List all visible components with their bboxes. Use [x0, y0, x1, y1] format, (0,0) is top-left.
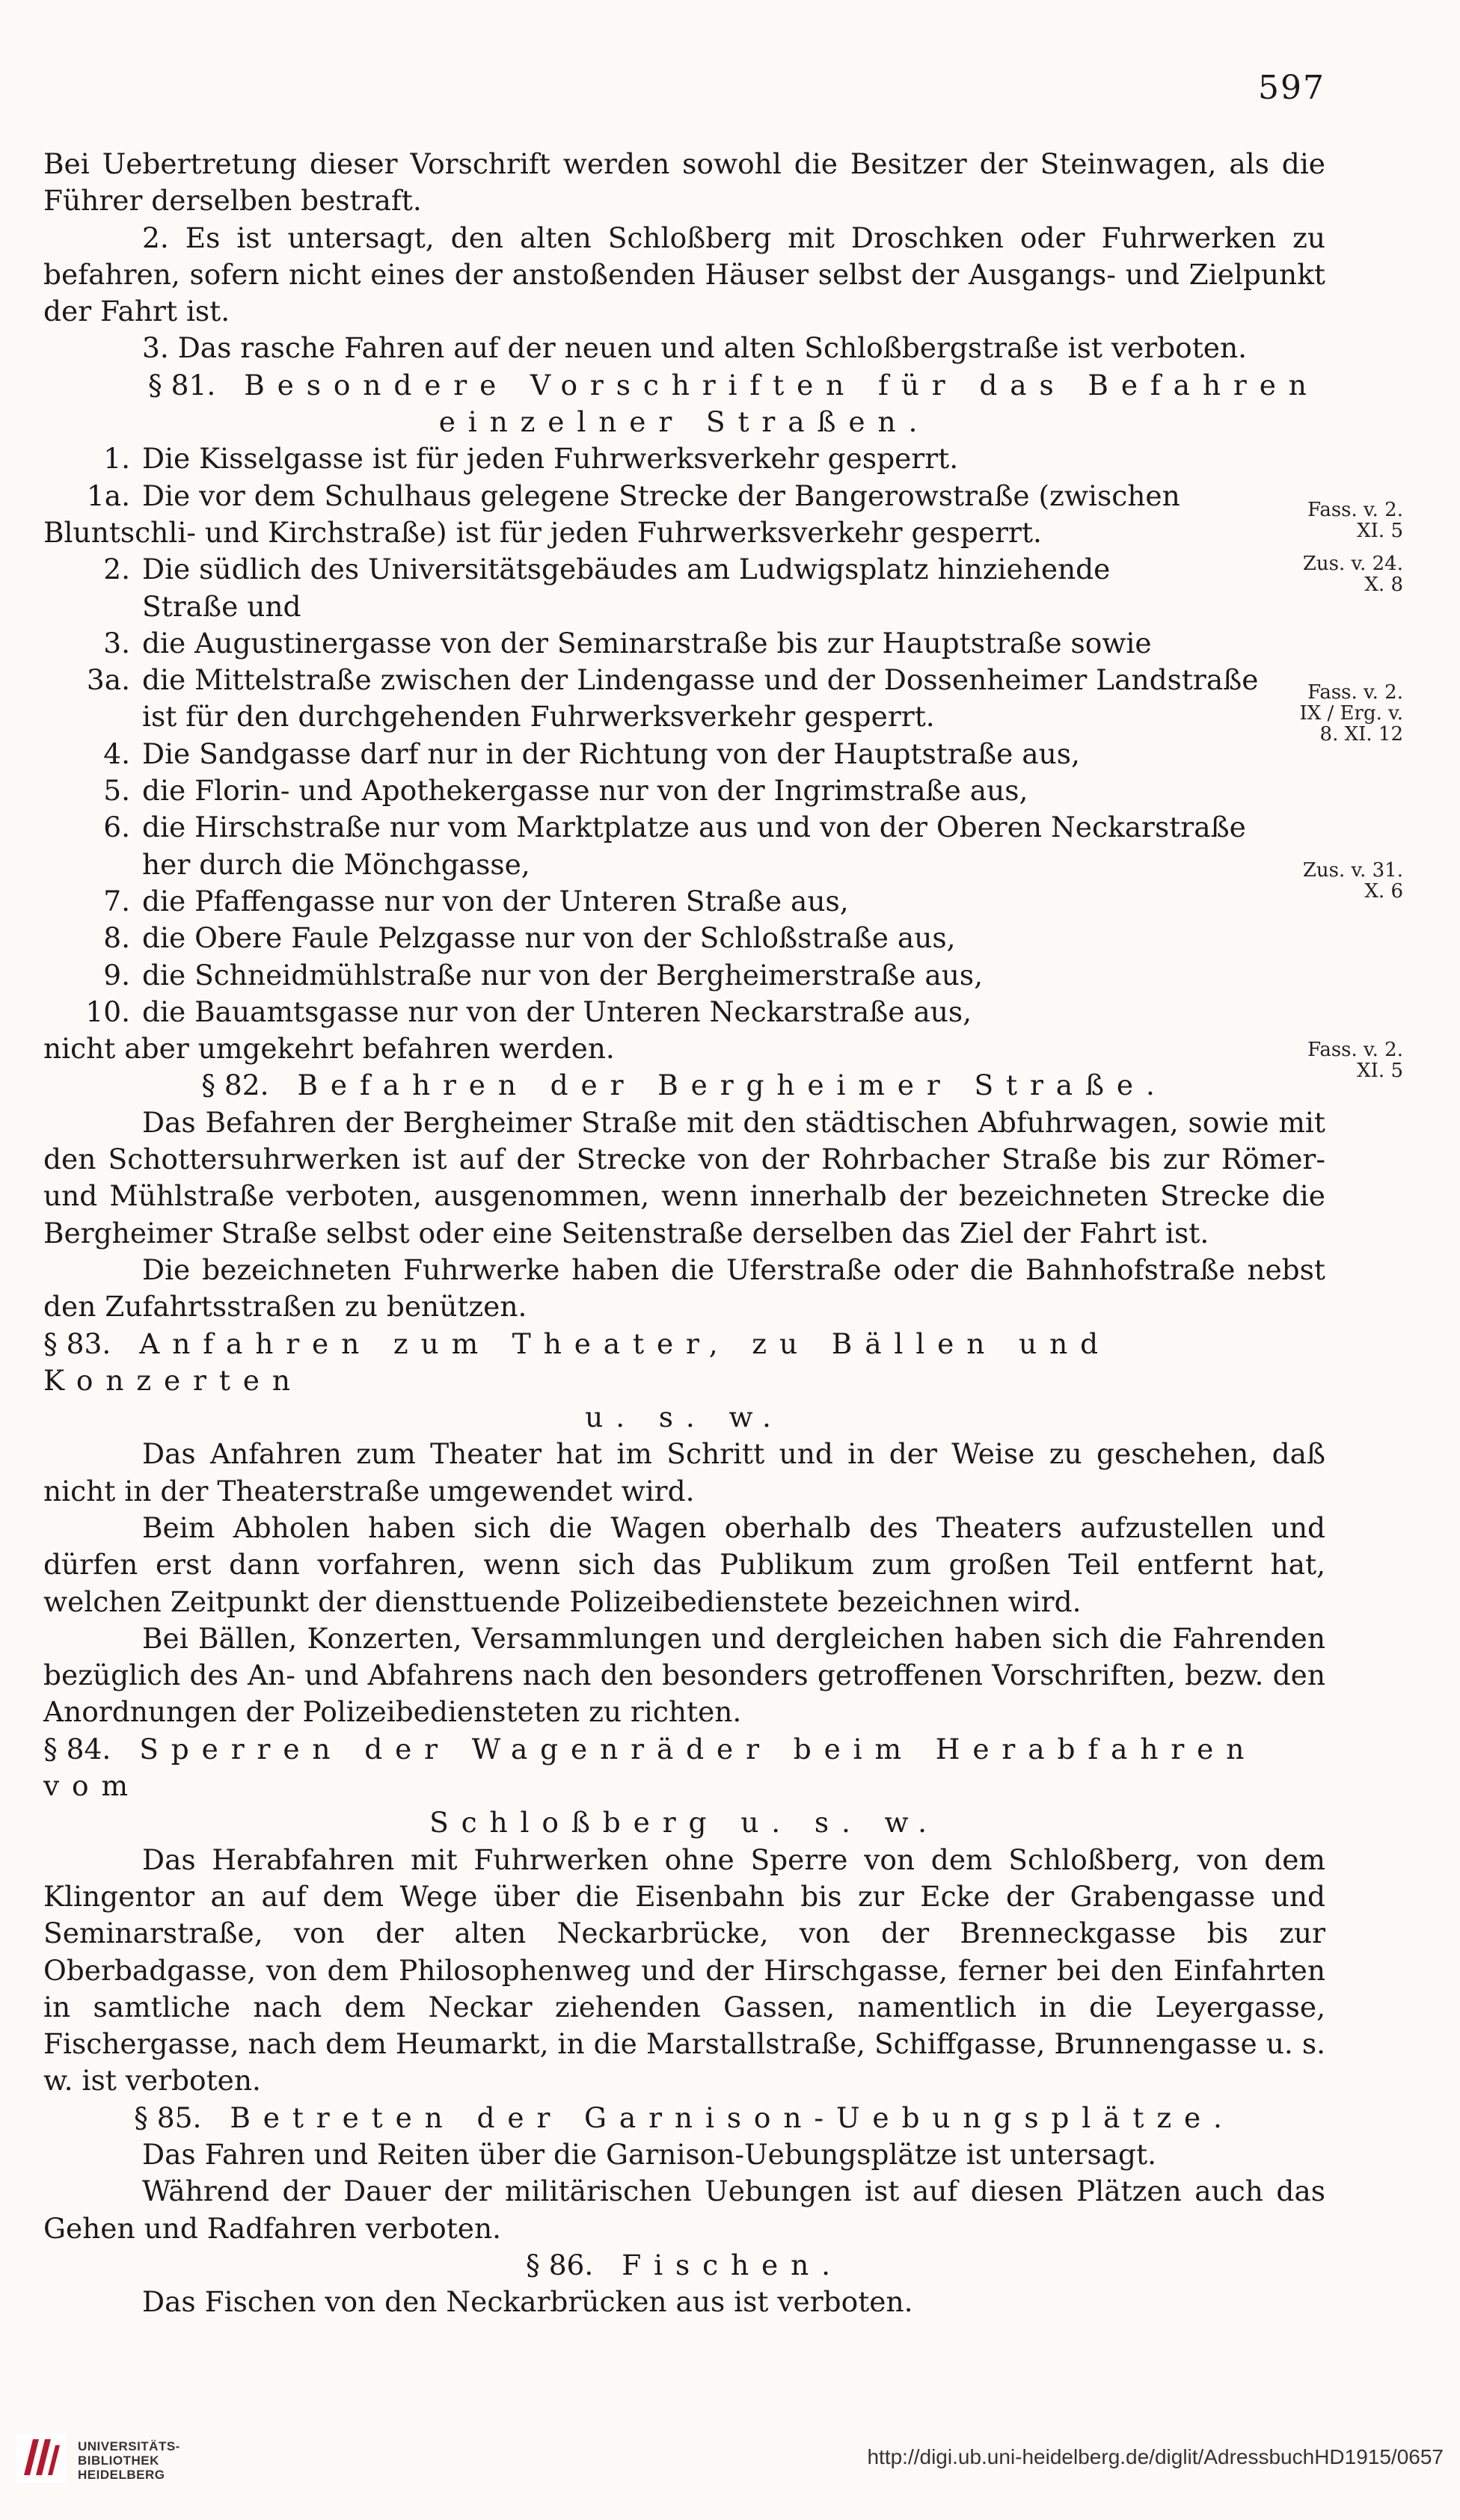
section-heading-81: [43, 367, 1325, 404]
list-item: 4. Die Sandgasse darf nur in der Richtung von der Hauptstraße aus,: [103, 737, 1080, 770]
section-number: § 83.: [43, 1327, 111, 1360]
section-number: § 82.: [201, 1069, 269, 1102]
list-item: 10. die Bauamtsgasse nur von der Unteren Neckarstraße aus, nicht aber umgekehrt befahren werden.: [43, 995, 972, 1066]
list-item: 3. die Augustinergasse von der Seminarstraße bis zur Hauptstraße sowie: [103, 626, 1152, 660]
margin-note: Fass. v. 2. IX / Erg. v. 8. XI. 12: [1299, 681, 1403, 746]
section-number: § 86.: [526, 2248, 594, 2281]
margin-note: Fass. v. 2. XI. 5: [1307, 1039, 1403, 1082]
list-item: 1a. Die vor dem Schulhaus gelegene Strecke der Bangerowstraße (zwischen Bluntschli- und Kirchstraße) ist für jeden Fuhrwerksverkehr gesperrt.: [43, 479, 1180, 549]
section-heading-82: [43, 1067, 1325, 1104]
list-item: 3a. die Mittelstraße zwischen der Lindengasse und der Dossenheimer Landstraße ist für den durchgehenden Fuhrwerksverkehr gesperrt.: [86, 663, 1259, 734]
section-number: § 85.: [134, 2100, 202, 2134]
paragraph: Die bezeichneten Fuhrwerke haben die Uferstraße oder die Bahnhofstraße nebst den Zufahrtsstraßen zu benützen.: [43, 1253, 1325, 1324]
section-title: Besondere Vorschriften für das Befahren: [244, 368, 1319, 402]
section-title-cont: einzelner Straßen.: [438, 405, 930, 439]
section-title: Fischen.: [622, 2248, 843, 2281]
paragraph: Das Herabfahren mit Fuhrwerken ohne Sperre von dem Schloßberg, von dem Klingentor an auf dem Wege über die Eisenbahn bis zur Ecke der Grabengasse und Seminarstraße, von der alten Neckarbrücke, von der Brenneckgasse bis zur Oberbadgasse, von dem Philosophenweg und der Hirschgasse, ferner bei den Einfahrten in samtliche nach dem Neckar ziehenden Gassen, namentlich in die Leyergasse, Fischergasse, nach dem Heumarkt, in die Marstallstraße, Schiffgasse, Brunnengasse u. s. w. ist verboten.: [43, 1843, 1325, 2098]
list-item: 7. die Pfaffengasse nur von der Unteren Straße aus,: [103, 884, 849, 918]
paragraph: Das Anfahren zum Theater hat im Schritt und in der Weise zu geschehen, daß nicht in der Theaterstraße umgewendet wird.: [43, 1437, 1325, 1508]
paragraph: Bei Uebertretung dieser Vorschrift werden sowohl die Besitzer der Steinwagen, als die Führer derselben bestraft.: [43, 147, 1325, 218]
list-item: 1. Die Kisselgasse ist für jeden Fuhrwerksverkehr gesperrt.: [103, 442, 959, 476]
university-library-logo-icon: [16, 2433, 66, 2483]
section-title-cont: Schloßberg u. s. w.: [429, 1806, 939, 1840]
list-item: 6. die Hirschstraße nur vom Marktplatze aus und von der Oberen Neckarstraße her durch die Mönchgasse,: [103, 811, 1246, 881]
section-heading-85: [43, 2100, 1325, 2136]
section-heading-84: [43, 1731, 1325, 1805]
logo-text: UNIVERSITÄTS- BIBLIOTHEK HEIDELBERG: [78, 2439, 180, 2482]
section-heading-83: [43, 1326, 1325, 1400]
section-title-cont: u. s. w.: [585, 1401, 784, 1434]
paragraph: Während der Dauer der militärischen Uebungen ist auf diesen Plätzen auch das Gehen und Radfahren verboten.: [43, 2175, 1325, 2245]
paragraph: Das Fahren und Reiten über die Garnison-Uebungsplätze ist untersagt.: [142, 2138, 1157, 2172]
margin-note: Fass. v. 2. XI. 5: [1307, 499, 1403, 542]
footer: [0, 2423, 1460, 2520]
section-title: Betreten der Garnison-Uebungsplätze.: [230, 2100, 1235, 2134]
paragraph: Das Befahren der Bergheimer Straße mit den städtischen Abfuhrwagen, sowie mit den Schottersuhrwerken ist auf der Strecke von der Rohrbacher Straße bis zur Römer- und Mühlstraße verboten, ausgenommen, wenn innerhalb der bezeichneten Strecke die Bergheimer Straße selbst oder eine Seitenstraße derselben das Ziel der Fahrt ist.: [43, 1105, 1325, 1250]
section-title: Befahren der Bergheimer Straße.: [297, 1069, 1168, 1102]
paragraph: Bei Bällen, Konzerten, Versammlungen und dergleichen haben sich die Fahrenden bezüglich des An- und Abfahrens nach den besonders getroffenen Vorschriften, bezw. den Anordnungen der Polizeibediensteten zu richten.: [43, 1621, 1325, 1729]
paragraph: Beim Abholen haben sich die Wagen oberhalb des Theaters aufzustellen und dürfen erst dann vorfahren, wenn sich das Publikum zum großen Teil entfernt hat, welchen Zeitpunkt der diensttuende Polizeibedienstete bezeichnen wird.: [43, 1511, 1325, 1618]
margin-note: Zus. v. 24. X. 8: [1302, 553, 1403, 596]
source-url[interactable]: http://digi.ub.uni-heidelberg.de/diglit/AdressbuchHD1915/0657: [867, 2445, 1444, 2468]
section-title: Anfahren zum Theater, zu Bällen und Konzerten: [43, 1327, 1111, 1397]
list-item: 9. die Schneidmühlstraße nur von der Bergheimerstraße aus,: [103, 958, 984, 992]
list-item: 8. die Obere Faule Pelzgasse nur von der Schloßstraße aus,: [103, 921, 956, 955]
section-number: § 81.: [148, 368, 216, 402]
margin-note: Zus. v. 31. X. 6: [1302, 859, 1403, 903]
list-item: 2. Die südlich des Universitätsgebäudes am Ludwigsplatz hinziehende Straße und: [103, 553, 1111, 623]
paragraph: 3. Das rasche Fahren auf der neuen und alten Schloßbergstraße ist verboten.: [142, 331, 1248, 365]
section-number: § 84.: [43, 1732, 111, 1765]
paragraph: 2. Es ist untersagt, den alten Schloßberg mit Droschken oder Fuhrwerken zu befahren, sofern nicht eines der anstoßenden Häuser selbst der Ausgangs- und Zielpunkt der Fahrt ist.: [43, 221, 1325, 328]
section-title: Sperren der Wagenräder beim Herabfahren vom: [43, 1732, 1257, 1803]
section-heading-86: [43, 2247, 1325, 2284]
document-body: [43, 146, 1325, 2321]
page-number: 597: [1258, 69, 1325, 107]
list-item: 5. die Florin- und Apothekergasse nur von der Ingrimstraße aus,: [103, 774, 1028, 808]
paragraph: Das Fischen von den Neckarbrücken aus ist verboten.: [142, 2285, 913, 2319]
